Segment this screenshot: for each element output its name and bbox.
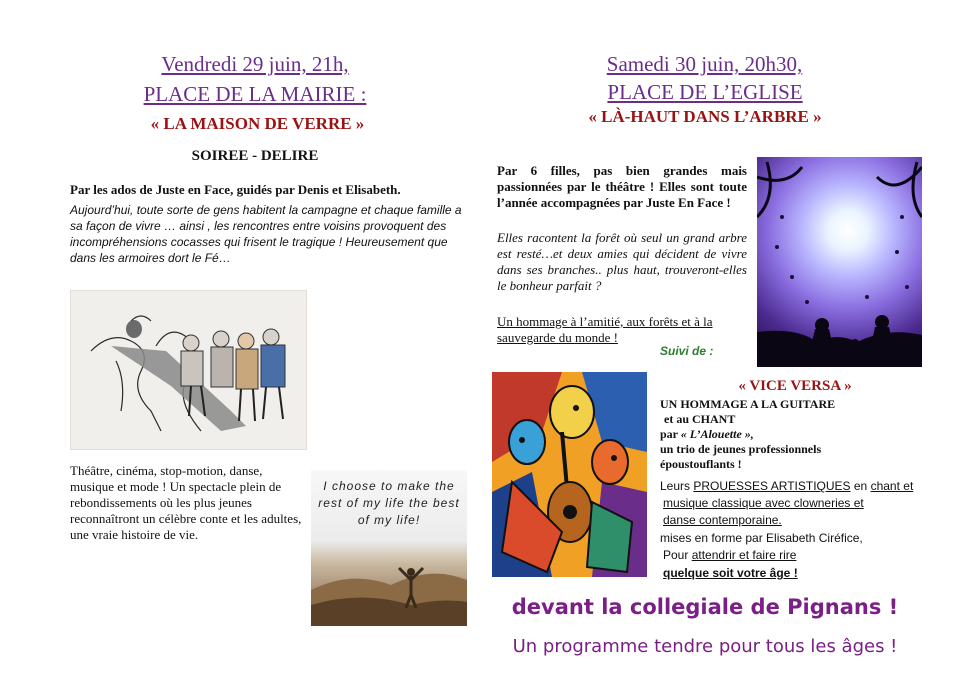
tagline: Un programme tendre pour tous les âges ! [512,636,898,657]
right-synopsis: Elles racontent la forêt où seul un grand arbre est resté…et deux amies qui décident de vivre dans ses branches.. plus haut, trouveront-elles le bonheur parfait ? [497,230,747,293]
sketch-image [70,290,307,450]
vv-line4: un trio de jeunes professionnels époustouflants ! [660,442,822,471]
right-date: Samedi 30 juin, 20h30, [606,52,803,76]
tree-image [757,157,922,367]
vv-line5-d: chant et [870,479,914,493]
vv-line2: et au CHANT [664,412,736,426]
quote-image [311,470,467,626]
vv-line8: mises en forme par Elisabeth Ciréfice, [660,531,863,545]
vv-line1: UN HOMMAGE A LA GUITARE [660,397,836,411]
vv-line9-b: attendrir et faire rire [691,548,797,562]
followed-by: Suivi de : [660,344,714,358]
vv-line3-prefix: par [660,427,678,441]
vv-line5 [660,478,935,495]
left-place: PLACE DE LA MAIRIE : [143,82,367,106]
vv-line9-a: Pour [663,548,689,562]
right-title: « LÀ-HAUT DANS L’ARBRE » [588,107,822,126]
right-place: PLACE DE L’EGLISE [607,80,803,104]
vv-line10: quelque soit votre âge ! [663,566,798,580]
vv-line6: musique classique avec clowneries et [663,496,864,510]
left-title: « LA MAISON DE VERRE » [150,114,365,133]
guitar-painting-image [492,372,647,577]
vv-line9 [663,547,938,564]
vv-line5-a: Leurs [660,479,691,493]
vv-title: « VICE VERSA » [738,378,852,394]
left-credits: Par les ados de Juste en Face, guidés par Denis et Elisabeth. [70,182,401,197]
left-genre: SOIREE - DELIRE [191,148,319,164]
quote-image-text: I choose to make the rest of my life the best of my life! [318,479,460,527]
vv-line3 [660,427,930,442]
right-tribute: Un hommage à l’amitié, aux forêts et à la sauvegarde du monde ! [497,314,713,345]
vv-line7: danse contemporaine. [663,513,782,527]
left-synopsis: Aujourd’hui, toute sorte de gens habitent la campagne et chaque famille a sa façon de vivre … ainsi , les rencontres entre voisins provoquent des incompréhensions cocasses qui frisent le tragique ! Heureusement que dans les armoires dort le Fé… [70,203,462,265]
vv-group-name: « L’Alouette », [680,427,754,441]
venue-line: devant la collegiale de Pignans ! [511,595,899,619]
left-date: Vendredi 29 juin, 21h, [161,52,349,76]
vv-line5-c: en [853,479,868,493]
right-intro: Par 6 filles, pas bien grandes mais passionnées par le théâtre ! Elles sont toute l’année accompagnées par Juste En Face ! [497,163,747,210]
left-description: Théâtre, cinéma, stop-motion, danse, musique et mode ! Un spectacle plein de rebondissements où les plus jeunes reconnaîtront un célèbre conte et les adultes, une vraie histoire de vie. [70,463,302,542]
vv-line5-b: PROUESSES ARTISTIQUES [693,479,851,493]
